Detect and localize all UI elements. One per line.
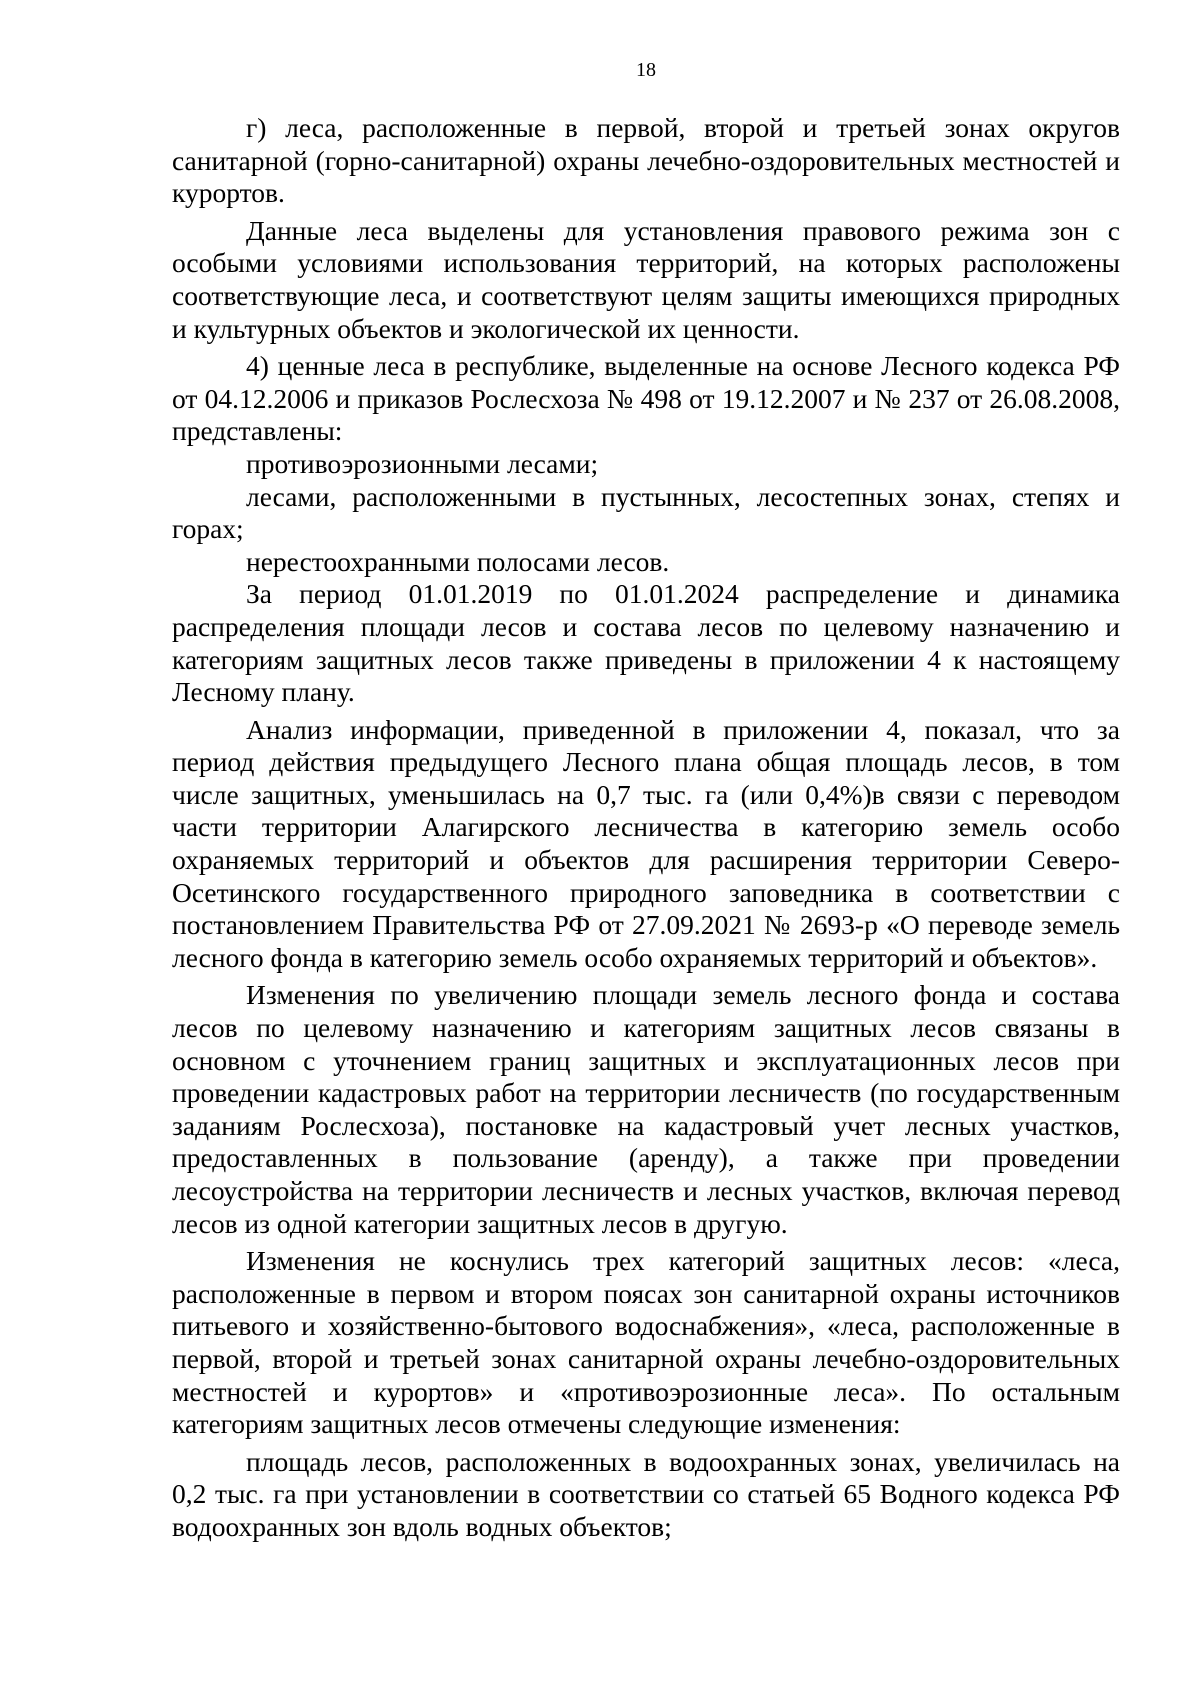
paragraph-special-zones: Данные леса выделены для установления правового режима зон с особыми условиями использования территорий, на которых расположены соответствующие леса, и соответствуют целям защиты имеющихся природных и культурных объектов и экологической их ценности. — [172, 214, 1120, 344]
paragraph-item-g-resort-forests: г) леса, расположенные в первой, второй и третьей зонах округов санитарной (горно-санитарной) охраны лечебно-оздоровительных местностей и курортов. — [172, 112, 1120, 209]
list-item-spawning-protection-strips: нерестоохранными полосами лесов. — [246, 545, 670, 577]
paragraph-period-distribution: За период 01.01.2019 по 01.01.2024 распределение и динамика распределения площади лесов и состава лесов по целевому назначению и категориям защитных лесов также приведены в приложении 4 к настоящему Лесному плану. — [172, 578, 1120, 708]
page-number: 18 — [636, 59, 656, 81]
paragraph-unchanged-categories: Изменения не коснулись трех категорий защитных лесов: «леса, расположенные в первом и втором поясах зон санитарной охраны источников питьевого и хозяйственно-бытового водоснабжения», «леса, расположенные в первой, второй и третьей зонах санитарной охраны лечебно-оздоровительных местностей и курортов» и «противоэрозионные леса». По остальным категориям защитных лесов отмечены следующие изменения: — [172, 1245, 1120, 1440]
list-item-anti-erosion-forests: противоэрозионными лесами; — [246, 447, 599, 479]
document-body — [172, 112, 1120, 1544]
list-item-desert-steppe-forests: лесами, расположенными в пустынных, лесостепных зонах, степях и горах; — [172, 480, 1120, 545]
paragraph-valuable-forests: 4) ценные леса в республике, выделенные на основе Лесного кодекса РФ от 04.12.2006 и приказов Рослесхоза № 498 от 19.12.2007 и № 237 от 26.08.2008, представлены: — [172, 350, 1120, 447]
paragraph-analysis: Анализ информации, приведенной в приложении 4, показал, что за период действия предыдущего Лесного плана общая площадь лесов, в том числе защитных, уменьшилась на 0,7 тыс. га (или 0,4%)в связи с переводом части территории Алагирского лесничества в категорию земель особо охраняемых территорий и объектов для расширения территории Северо-Осетинского государственного природного заповедника в соответствии с постановлением Правительства РФ от 27.09.2021 № 2693-р «О переводе земель лесного фонда в категорию земель особо охраняемых территорий и объектов». — [172, 713, 1120, 973]
paragraph-water-protection-zones: площадь лесов, расположенных в водоохранных зонах, увеличилась на 0,2 тыс. га при установлении в соответствии со статьей 65 Водного кодекса РФ водоохранных зон вдоль водных объектов; — [172, 1445, 1120, 1542]
paragraph-area-changes: Изменения по увеличению площади земель лесного фонда и состава лесов по целевому назначению и категориям защитных лесов связаны в основном с уточнением границ защитных и эксплуатационных лесов при проведении кадастровых работ на территории лесничеств (по государственным заданиям Рослесхоза), постановке на кадастровый учет лесных участков, предоставленных в пользование (аренду), а также при проведении лесоустройства на территории лесничеств и лесных участков, включая перевод лесов из одной категории защитных лесов в другую. — [172, 979, 1120, 1239]
